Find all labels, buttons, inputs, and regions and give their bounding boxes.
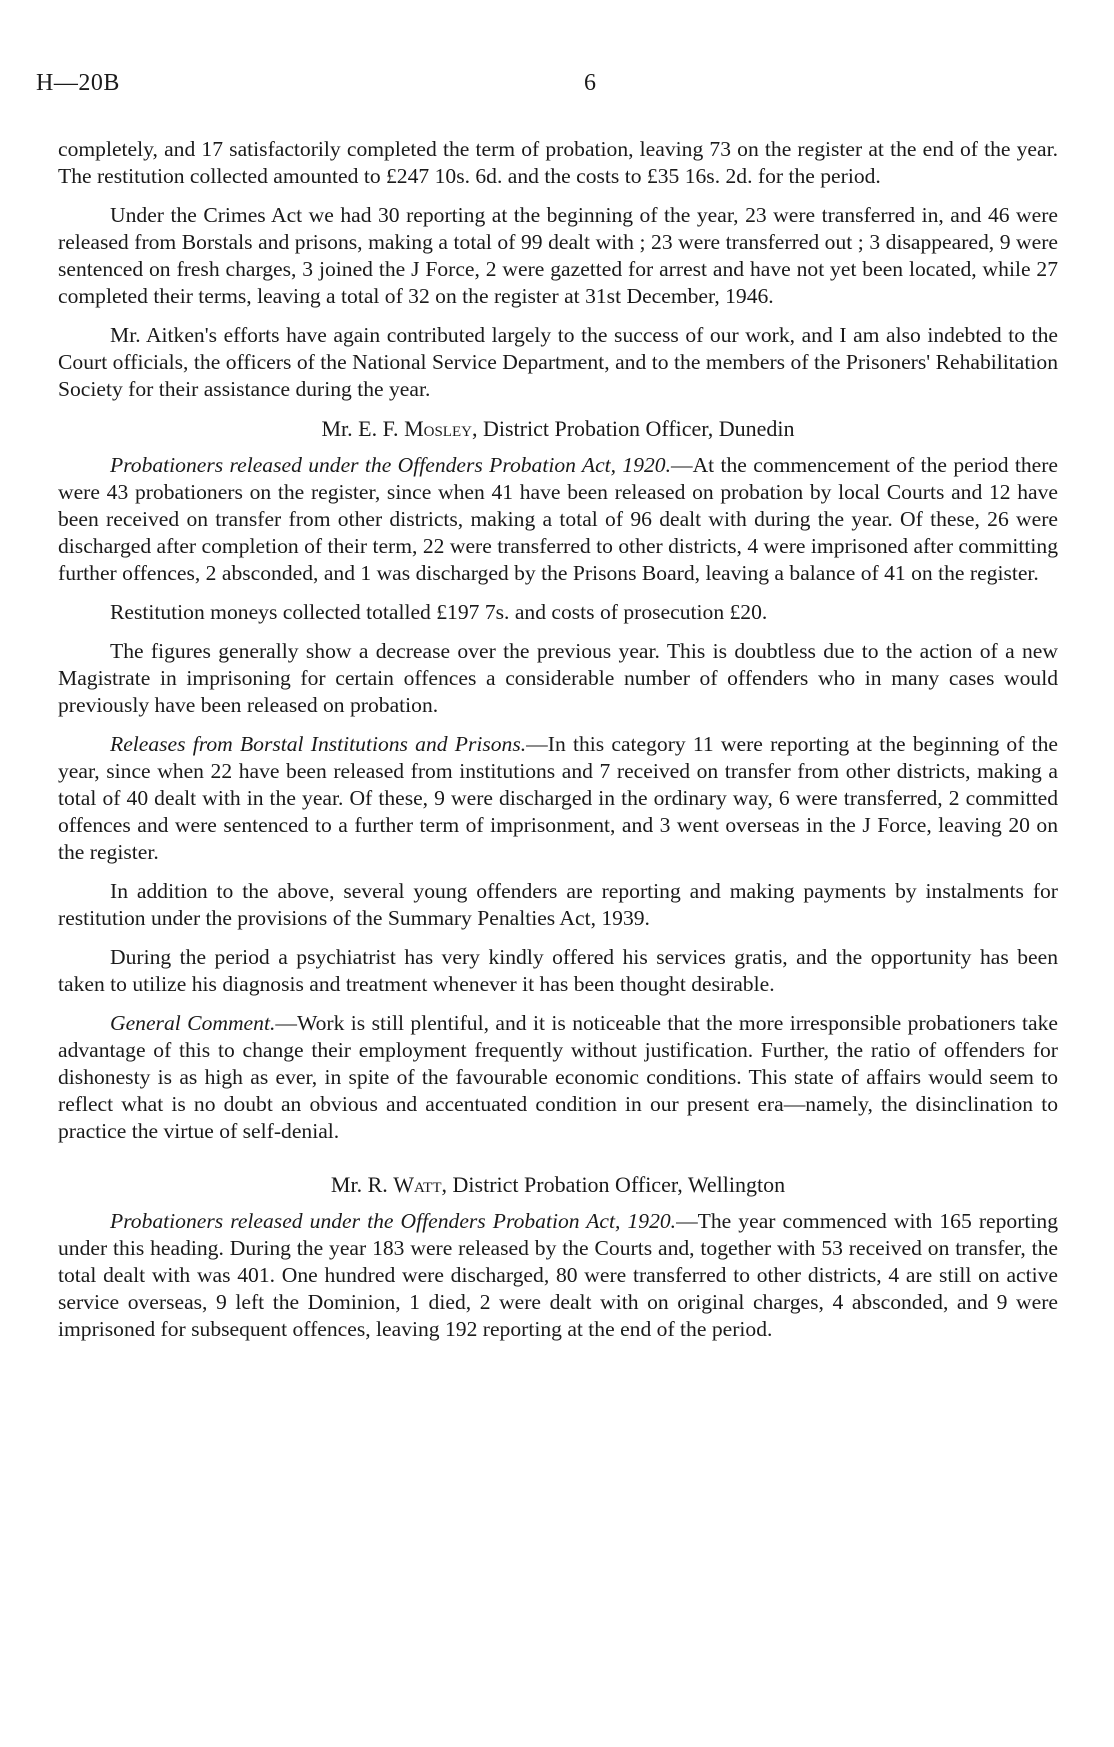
subheading: Probationers released under the Offenders Probation Act, 1920. — [110, 1209, 677, 1233]
heading-suffix: , District Probation Officer, Wellington — [441, 1172, 786, 1197]
heading-prefix: Mr. E. F. — [321, 416, 399, 441]
officer-name: Mosley — [404, 416, 472, 441]
paragraph-text: —At the commencement of the period there were 43 probationers on the register, since when 41 have been released on probation by local Courts and 12 have been received on transfer from other districts, making a total of 96 dealt with during the year. Of these, 26 were discharged after completion of their term, 22 were transferred to other districts, 4 were imprisoned after committing further offences, 2 absconded, and 1 was discharged by the Prisons Board, leaving a balance of 41 on the register. — [58, 453, 1058, 585]
paragraph — [58, 1208, 1058, 1343]
paragraph-text: —Work is still plentiful, and it is noticeable that the more irresponsible probationers take advantage of this to change their employment frequently without justification. Further, the ratio of offenders for dishonesty is as high as ever, in spite of the favourable economic conditions. This state of affairs would seem to reflect what is no doubt an obvious and accentuated condition in our present era—namely, the disinclination to practice the virtue of self-denial. — [58, 1011, 1058, 1143]
section-heading-dunedin — [58, 415, 1058, 442]
paragraph: During the period a psychiatrist has very kindly offered his services gratis, and the opportunity has been taken to utilize his diagnosis and treatment whenever it has been thought desirable. — [58, 945, 1058, 996]
subheading: General Comment. — [110, 1011, 276, 1035]
paragraph-text: —The year commenced with 165 reporting under this heading. During the year 183 were released by the Courts and, together with 53 received on transfer, the total dealt with was 401. One hundred were discharged, 80 were transferred to other districts, 4 are still on active service overseas, 9 left the Dominion, 1 died, 2 were dealt with on original charges, 4 absconded, and 9 were imprisoned for subsequent offences, leaving 192 reporting at the end of the period. — [58, 1209, 1058, 1341]
paragraph — [58, 452, 1058, 587]
document-body — [58, 136, 1058, 1355]
section-heading-wellington — [58, 1171, 1058, 1198]
paragraph — [58, 731, 1058, 866]
heading-prefix: Mr. R. — [330, 1172, 388, 1197]
subheading: Releases from Borstal Institutions and Prisons. — [110, 732, 527, 756]
page-number: 6 — [584, 70, 596, 96]
paragraph-text: —In this category 11 were reporting at the beginning of the year, since when 22 have been released from institutions and 7 received on transfer from other districts, making a total of 40 dealt with in the year. Of these, 9 were discharged in the ordinary way, 6 were transferred, 2 committed offences and were sentenced to a further term of imprisonment, and 3 went overseas in the J Force, leaving 20 on the register. — [58, 732, 1058, 864]
subheading: Probationers released under the Offenders Probation Act, 1920. — [110, 453, 671, 477]
paragraph: completely, and 17 satisfactorily completed the term of probation, leaving 73 on the register at the end of the year. The restitution collected amounted to £247 10s. 6d. and the costs to £35 16s. 2d. for the period. — [58, 137, 1058, 188]
heading-suffix: , District Probation Officer, Dunedin — [471, 416, 795, 441]
paragraph: Mr. Aitken's efforts have again contributed largely to the success of our work, and I am also indebted to the Court officials, the officers of the National Service Department, and to the members of the Prisoners' Rehabilitation Society for their assistance during the year. — [58, 323, 1058, 401]
paragraph — [58, 1010, 1058, 1145]
paragraph: In addition to the above, several young offenders are reporting and making payments by instalments for restitution under the provisions of the Summary Penalties Act, 1939. — [58, 879, 1058, 930]
paragraph: Under the Crimes Act we had 30 reporting at the beginning of the year, 23 were transferred in, and 46 were released from Borstals and prisons, making a total of 99 dealt with ; 23 were transferred out ; 3 disappeared, 9 were sentenced on fresh charges, 3 joined the J Force, 2 were gazetted for arrest and have not yet been located, while 27 completed their terms, leaving a total of 32 on the register at 31st December, 1946. — [58, 203, 1058, 308]
paragraph: The figures generally show a decrease over the previous year. This is doubtless due to the action of a new Magistrate in imprisoning for certain offences a considerable number of offenders who in many cases would previously have been released on probation. — [58, 639, 1058, 717]
page-header — [36, 70, 1086, 100]
paragraph: Restitution moneys collected totalled £197 7s. and costs of prosecution £20. — [110, 600, 768, 624]
officer-name: Watt — [393, 1172, 442, 1197]
document-reference: H—20B — [36, 70, 120, 96]
